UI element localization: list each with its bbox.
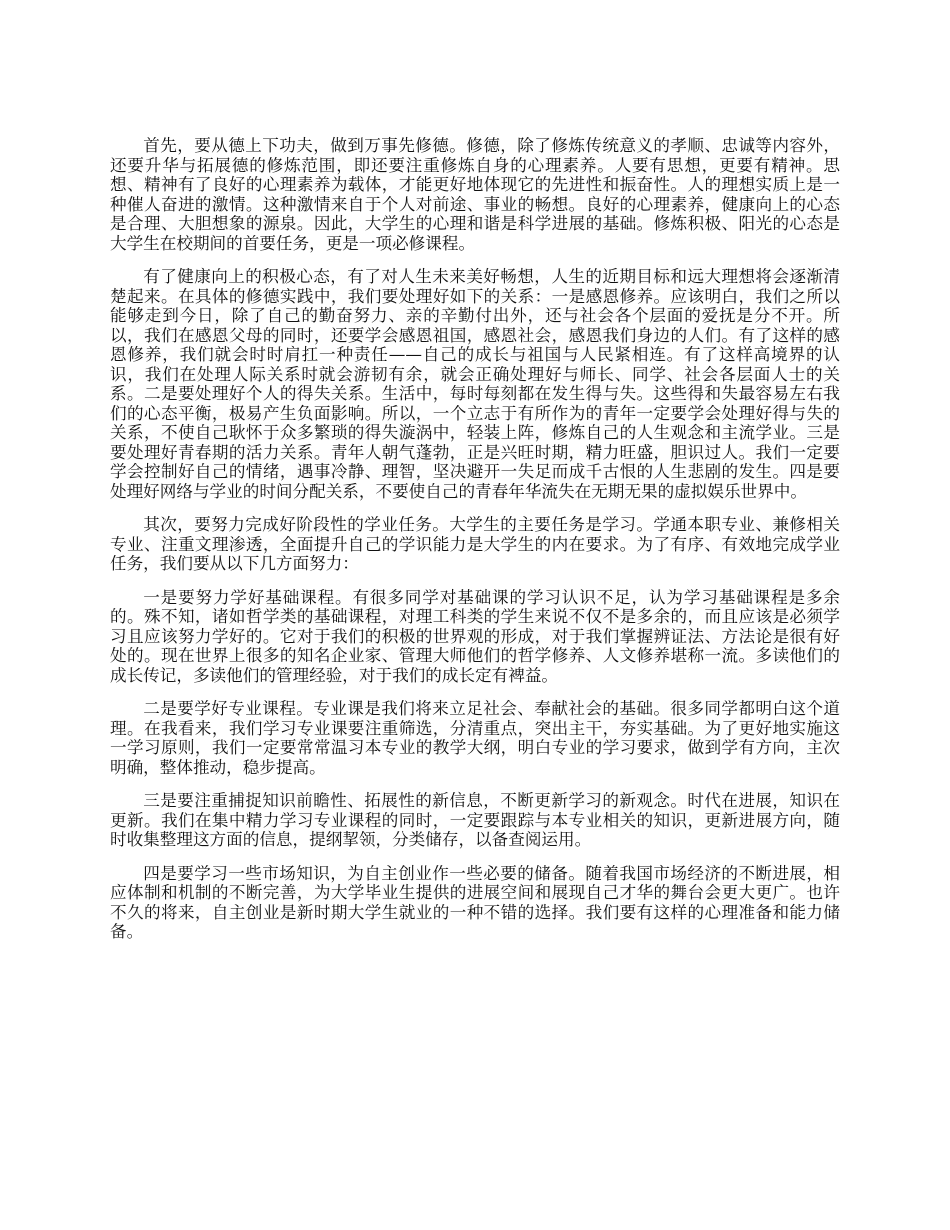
document-body — [110, 136, 840, 956]
paragraph-4: 一是要努力学好基础课程。有很多同学对基础课的学习认识不足，认为学习基础课程是多余的。殊不知，诸如哲学类的基础课程，对理工科类的学生来说不仅不是多余的，而且应该是必须学习且应该努力学好的。它对于我们的积极的世界观的形成，对于我们掌握辨证法、方法论是很有好处的。现在世界上很多的知名企业家、管理大师他们的哲学修养、人文修养堪称一流。多读他们的成长传记，多读他们的管理经验，对于我们的成长定有裨益。 — [110, 587, 840, 685]
paragraph-6: 三是要注重捕捉知识前瞻性、拓展性的新信息，不断更新学习的新观念。时代在进展，知识在更新。我们在集中精力学习专业课程的同时，一定要跟踪与本专业相关的知识，更新进展方向，随时收集整理这方面的信息，提纲挈领，分类储存，以备查阅运用。 — [110, 791, 840, 849]
paragraph-7: 四是要学习一些市场知识，为自主创业作一些必要的储备。随着我国市场经济的不断进展，相应体制和机制的不断完善，为大学毕业生提供的进展空间和展现自己才华的舞台会更大更广。也许不久的将来，自主创业是新时期大学生就业的一种不错的选择。我们要有这样的心理准备和能力储备。 — [110, 863, 840, 941]
paragraph-2: 有了健康向上的积极心态，有了对人生未来美好畅想，人生的近期目标和远大理想将会逐渐清楚起来。在具体的修德实践中，我们要处理好如下的关系：一是感恩修养。应该明白，我们之所以能够走到今日，除了自己的勤奋努力、亲的辛勤付出外，还与社会各个层面的爱抚是分不开。所以，我们在感恩父母的同时，还要学会感恩祖国，感恩社会，感恩我们身边的人们。有了这样的感恩修养，我们就会时时肩扛一种责任——自己的成长与祖国与人民紧相连。有了这样高境界的认识，我们在处理人际关系时就会游韧有余，就会正确处理好与师长、同学、社会各层面人士的关系。二是要处理好个人的得失关系。生活中，每时每刻都在发生得与失。这些得和失最容易左右我们的心态平衡，极易产生负面影响。所以，一个立志于有所作为的青年一定要学会处理好得与失的关系，不使自己耿怀于众多繁琐的得失漩涡中，轻装上阵，修炼自己的人生观念和主流学业。三是要处理好青春期的活力关系。青年人朝气蓬勃，正是兴旺时期，精力旺盛，胆识过人。我们一定要学会控制好自己的情绪，遇事冷静、理智，坚决避开一失足而成千古恨的人生悲剧的发生。四是要处理好网络与学业的时间分配关系，不要使自己的青春年华流失在无期无果的虚拟娱乐世界中。 — [110, 267, 840, 501]
paragraph-1: 首先，要从德上下功夫，做到万事先修德。修德，除了修炼传统意义的孝顺、忠诚等内容外，还要升华与拓展德的修炼范围，即还要注重修炼自身的心理素养。人要有思想，更要有精神。思想、精神有了良好的心理素养为载体，才能更好地体现它的先进性和振奋性。人的理想实质上是一种催人奋进的激情。这种激情来自于个人对前途、事业的畅想。良好的心理素养，健康向上的心态是合理、大胆想象的源泉。因此，大学生的心理和谐是科学进展的基础。修炼积极、阳光的心态是大学生在校期间的首要任务，更是一项必修课程。 — [110, 136, 840, 253]
paragraph-5: 二是要学好专业课程。专业课是我们将来立足社会、奉献社会的基础。很多同学都明白这个道理。在我看来，我们学习专业课要注重筛选，分清重点，突出主干，夯实基础。为了更好地实施这一学习原则，我们一定要常常温习本专业的教学大纲，明白专业的学习要求，做到学有方向，主次明确，整体推动，稳步提高。 — [110, 699, 840, 777]
paragraph-3: 其次，要努力完成好阶段性的学业任务。大学生的主要任务是学习。学通本职专业、兼修相关专业、注重文理渗透，全面提升自己的学识能力是大学生的内在要求。为了有序、有效地完成学业任务，我们要从以下几方面努力： — [110, 515, 840, 573]
